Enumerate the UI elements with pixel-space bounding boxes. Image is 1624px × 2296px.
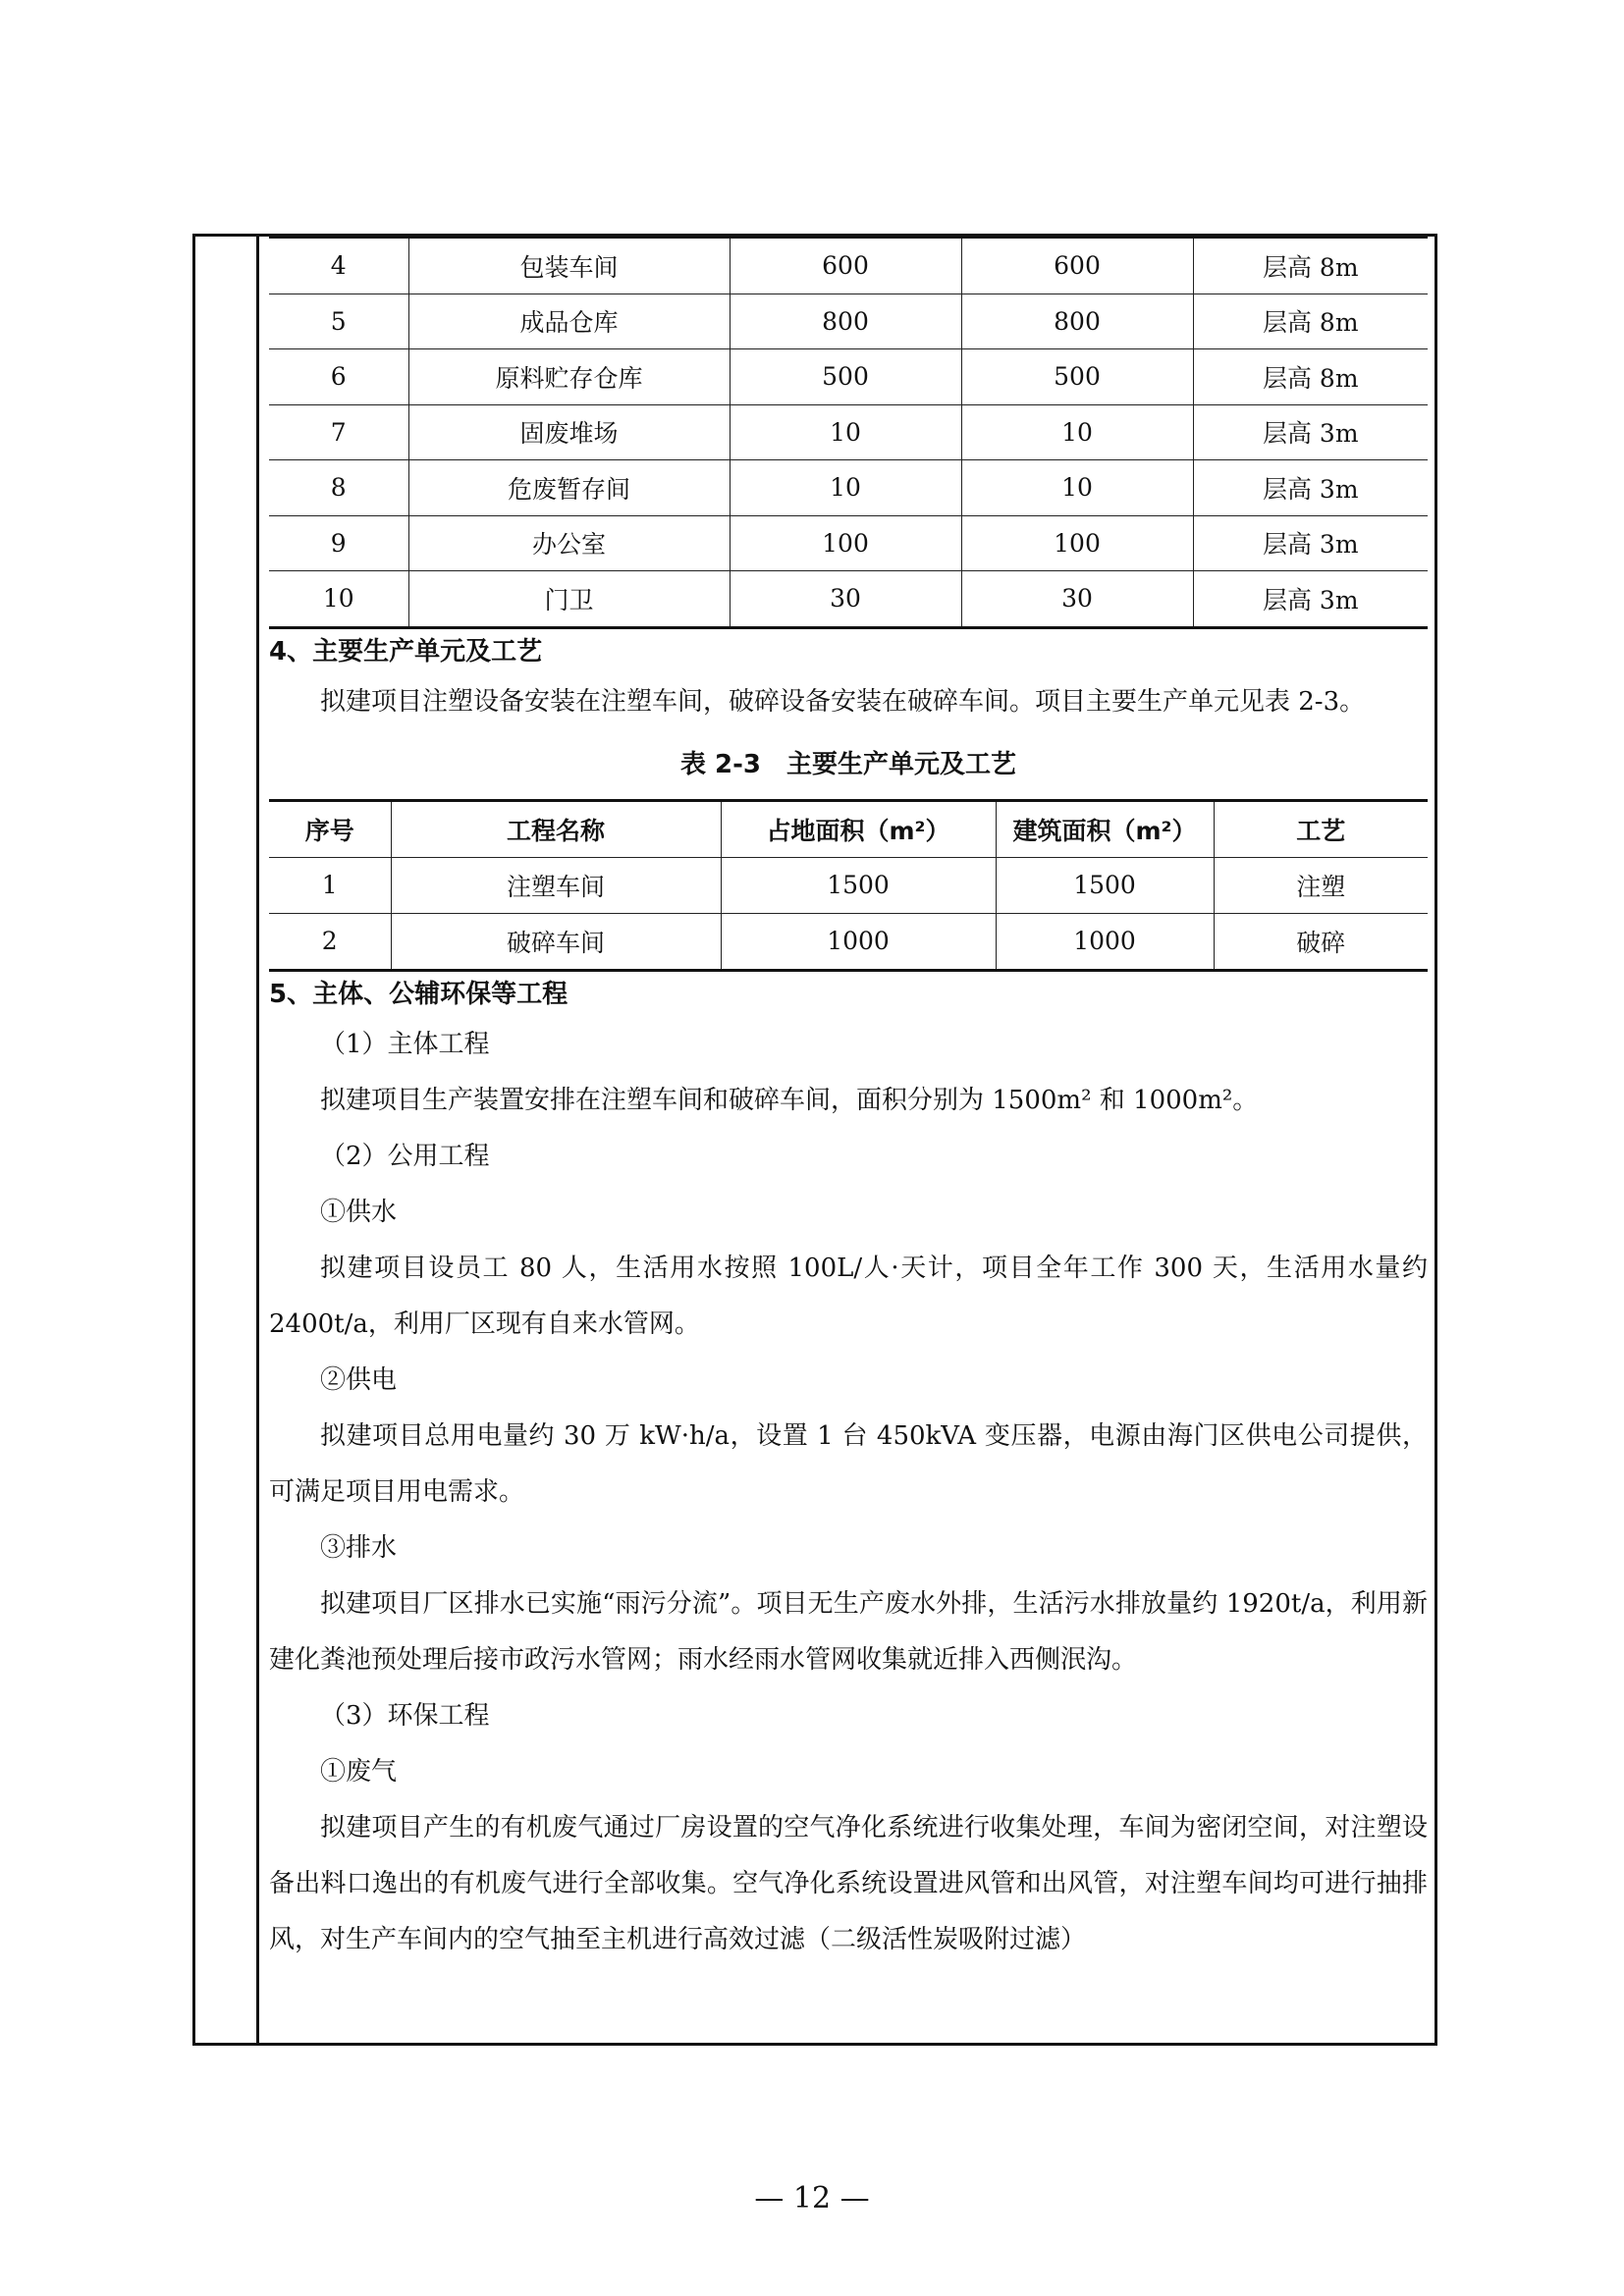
drainage-title: ③排水: [320, 1532, 398, 1563]
table-cell: 注塑车间: [391, 857, 721, 913]
table-cell: 办公室: [408, 515, 730, 571]
table-cell: 建筑面积（m²）: [996, 800, 1214, 857]
page-content: [269, 236, 1428, 1968]
table-cell: 占地面积（m²）: [721, 800, 996, 857]
table-cell: 工程名称: [391, 800, 721, 857]
table-row: [269, 404, 1428, 460]
main-works-paragraph: 拟建项目生产装置安排在注塑车间和破碎车间，面积分别为 1500m² 和 1000m²。: [320, 1085, 1259, 1115]
public-works-title: （2）公用工程: [320, 1141, 490, 1171]
table-cell: 600: [730, 238, 961, 294]
table-cell: 1: [269, 857, 391, 913]
environmental-works-title: （3）环保工程: [320, 1700, 490, 1731]
table-cell: 层高 8m: [1193, 294, 1428, 349]
table-cell: 注塑: [1214, 857, 1428, 913]
table-cell: 成品仓库: [408, 294, 730, 349]
power-supply-title: ②供电: [320, 1364, 398, 1395]
table-cell: 原料贮存仓库: [408, 349, 730, 405]
table-row: [269, 857, 1428, 913]
table-cell: 1500: [996, 857, 1214, 913]
table-row: [269, 238, 1428, 294]
table-cell: 层高 3m: [1193, 571, 1428, 628]
table-cell: 8: [269, 460, 408, 516]
table-cell: 1000: [721, 913, 996, 970]
table-cell: 破碎: [1214, 913, 1428, 970]
water-supply-paragraph: 拟建项目设员工 80 人，生活用水按照 100L/人·天计，项目全年工作 300 天，生活用水量约 2400t/a，利用厂区现有自来水管网。: [269, 1253, 1428, 1339]
table-cell: 9: [269, 515, 408, 571]
table-cell: 500: [730, 349, 961, 405]
section-4-paragraph: 拟建项目注塑设备安装在注塑车间，破碎设备安装在破碎车间。项目主要生产单元见表 2-3。: [320, 686, 1366, 717]
table-cell: 600: [961, 238, 1193, 294]
table-cell: 序号: [269, 800, 391, 857]
table-cell: 7: [269, 404, 408, 460]
table-row: [269, 571, 1428, 628]
table-row: [269, 349, 1428, 405]
table-row: [269, 515, 1428, 571]
table-cell: 层高 3m: [1193, 515, 1428, 571]
table-cell: 危废暂存间: [408, 460, 730, 516]
table-row: [269, 294, 1428, 349]
table-cell: 5: [269, 294, 408, 349]
table-cell: 500: [961, 349, 1193, 405]
table-cell: 10: [730, 460, 961, 516]
table-cell: 10: [961, 404, 1193, 460]
table-cell: 30: [730, 571, 961, 628]
table-2-3-caption: 表 2-3 主要生产单元及工艺: [679, 749, 1017, 779]
section-5-heading: 5、主体、公辅环保等工程: [269, 979, 568, 1009]
building-table-continued: [269, 236, 1428, 629]
table-row: [269, 913, 1428, 970]
table-cell: 1000: [996, 913, 1214, 970]
table-cell: 工艺: [1214, 800, 1428, 857]
table-cell: 30: [961, 571, 1193, 628]
table-cell: 10: [961, 460, 1193, 516]
water-supply-title: ①供水: [320, 1197, 398, 1227]
table-cell: 2: [321, 927, 338, 955]
waste-gas-paragraph: 拟建项目产生的有机废气通过厂房设置的空气净化系统进行收集处理，车间为密闭空间，对注塑设备出料口逸出的有机废气进行全部收集。空气净化系统设置进风管和出风管，对注塑车间均可进行抽排风，对生产车间内的空气抽至主机进行高效过滤（二级活性炭吸附过滤）: [269, 1812, 1428, 1954]
table-cell: 10: [730, 404, 961, 460]
table-cell: 层高 3m: [1193, 404, 1428, 460]
frame-left-column: [256, 237, 259, 2043]
table-cell: 100: [961, 515, 1193, 571]
table-cell: 6: [269, 349, 408, 405]
table-cell: 门卫: [408, 571, 730, 628]
power-supply-paragraph: 拟建项目总用电量约 30 万 kW·h/a，设置 1 台 450kVA 变压器，电源由海门区供电公司提供，可满足项目用电需求。: [269, 1420, 1428, 1507]
table-cell: 1500: [721, 857, 996, 913]
table-cell: 4: [269, 238, 408, 294]
table-cell: 包装车间: [408, 238, 730, 294]
main-works-title: （1）主体工程: [320, 1029, 490, 1059]
table-cell: 800: [730, 294, 961, 349]
section-4-heading: 4、主要生产单元及工艺: [269, 636, 543, 667]
table-cell: 层高 8m: [1193, 238, 1428, 294]
table-cell: 固废堆场: [408, 404, 730, 460]
table-row: [269, 460, 1428, 516]
drainage-paragraph: 拟建项目厂区排水已实施“雨污分流”。项目无生产废水外排，生活污水排放量约 1920t/a，利用新建化粪池预处理后接市政污水管网；雨水经雨水管网收集就近排入西侧泯沟。: [269, 1588, 1428, 1675]
table-cell: 层高 8m: [1193, 349, 1428, 405]
table-cell: 10: [322, 584, 354, 614]
table-cell: 破碎车间: [391, 913, 721, 970]
table-header-row: [269, 800, 1428, 857]
table-cell: 层高 3m: [1193, 460, 1428, 516]
table-cell: 100: [730, 515, 961, 571]
waste-gas-title: ①废气: [320, 1756, 398, 1787]
page-number: — 12 —: [754, 2181, 870, 2216]
production-units-table: [269, 799, 1428, 972]
table-cell: 800: [961, 294, 1193, 349]
